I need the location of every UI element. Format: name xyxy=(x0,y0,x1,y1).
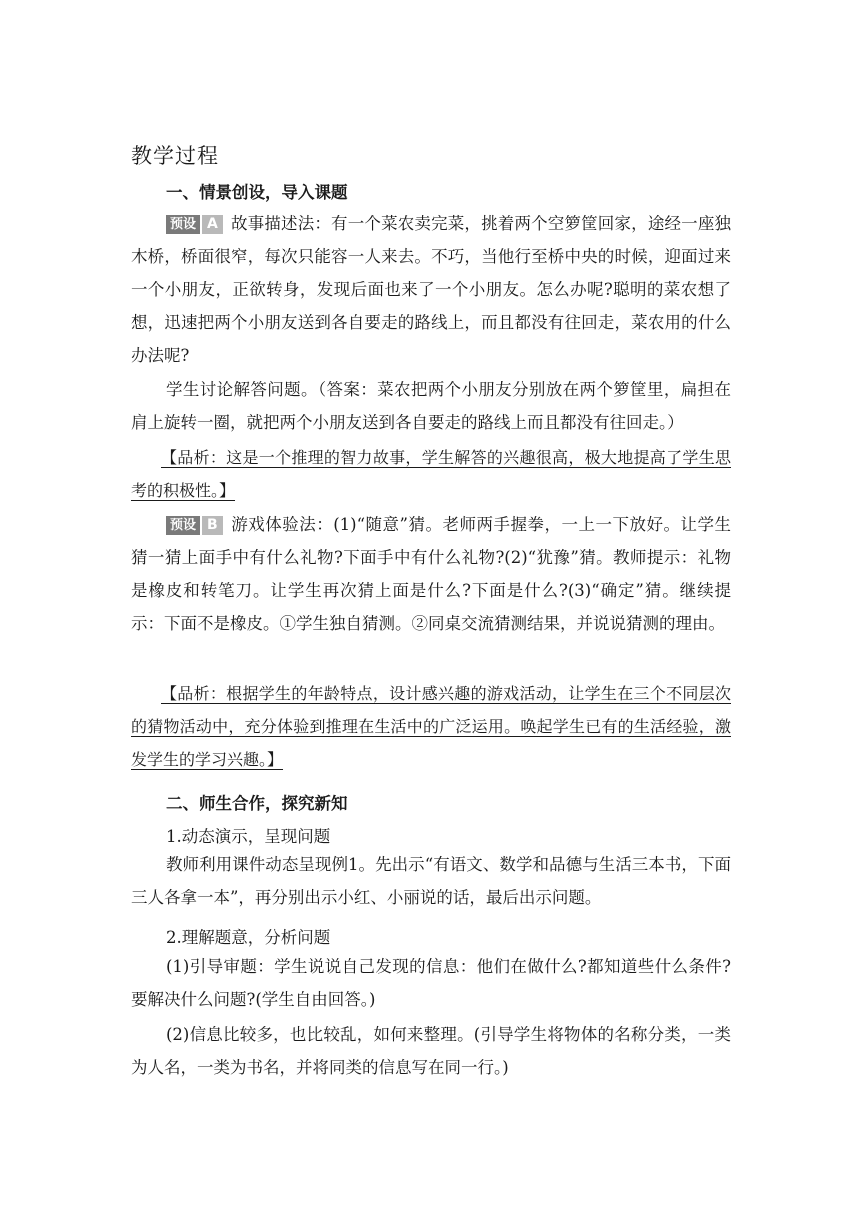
preset-a-badge xyxy=(166,215,223,234)
preset-letter: A xyxy=(202,215,223,234)
story-text: 故事描述法：有一个菜农卖完菜，挑着两个空箩筐回家，途经一座独木桥，桥面很窄，每次只能容一人来去。不巧，当他行至桥中央的时候，迎面过来一个小朋友，正欲转身，发现后面也来了一个小朋友。怎么办呢?聪明的菜农想了想，迅速把两个小朋友送到各自要走的路线上，而且都没有往回走，菜农用的什么办法呢? xyxy=(131,214,731,365)
page-title: 教学过程 xyxy=(131,144,219,168)
subheading-2: 2.理解题意，分析问题 xyxy=(166,928,331,947)
preset-label: 预设 xyxy=(166,215,200,234)
preset-letter: B xyxy=(202,516,223,535)
analysis-paragraph-1 xyxy=(131,441,731,507)
preset-b-badge xyxy=(166,516,223,535)
section-heading-2: 二、师生合作，探究新知 xyxy=(166,794,348,813)
analysis-text-2: 【品析：根据学生的年龄特点，设计感兴趣的游戏活动，让学生在三个不同层次的猜物活动中，充分体验到推理在生活中的广泛运用。唤起学生已有的生活经验，激发学生的学习兴趣。】 xyxy=(131,684,731,769)
guide-paragraph-1: (1)引导审题：学生说说自己发现的信息：他们在做什么?都知道些什么条件?要解决什么问题?(学生自由回答。) xyxy=(131,957,731,1009)
game-text: 游戏体验法：(1)“随意”猜。老师两手握拳，一上一下放好。让学生猜一猜上面手中有什么礼物?下面手中有什么礼物?(2)“犹豫”猜。教师提示：礼物是橡皮和转笔刀。让学生再次猜上面是什么?下面是什么?(3)“确定”猜。继续提示：下面不是橡皮。①学生独自猜测。②同桌交流猜测结果，并说说猜测的理由。 xyxy=(131,515,731,633)
section-heading-1: 一、情景创设，导入课题 xyxy=(166,183,348,202)
demo-paragraph: 教师利用课件动态呈现例1。先出示“有语文、数学和品德与生活三本书，下面三人各拿一本”，再分别出示小红、小丽说的话，最后出示问题。 xyxy=(131,855,731,907)
game-paragraph xyxy=(131,508,731,640)
discussion-paragraph: 学生讨论解答问题。（答案：菜农把两个小朋友分别放在两个箩筐里，扁担在肩上旋转一圈，就把两个小朋友送到各自要走的路线上而且都没有往回走。） xyxy=(131,380,731,432)
subheading-1: 1.动态演示，呈现问题 xyxy=(166,827,331,846)
analysis-text-1: 【品析：这是一个推理的智力故事，学生解答的兴趣很高，极大地提高了学生思考的积极性。】 xyxy=(131,448,731,500)
preset-label: 预设 xyxy=(166,516,200,535)
story-paragraph xyxy=(131,207,731,372)
guide-paragraph-2: (2)信息比较多，也比较乱，如何来整理。(引导学生将物体的名称分类，一类为人名，一类为书名，并将同类的信息写在同一行。) xyxy=(131,1025,731,1077)
analysis-paragraph-2 xyxy=(131,677,731,776)
